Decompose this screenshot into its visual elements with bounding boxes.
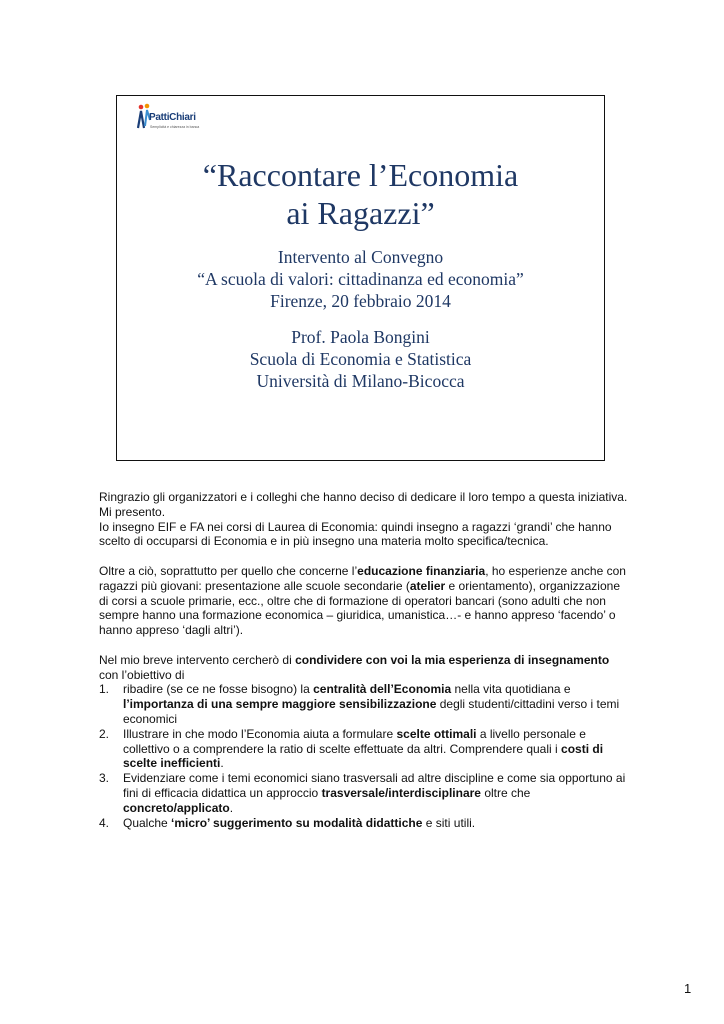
slide-frame (116, 95, 605, 461)
speaker-notes (99, 490, 629, 830)
slide-subtitle (117, 246, 604, 312)
page-number: 1 (684, 981, 692, 996)
notes-paragraph: Nel mio breve intervento cercherò di condividere con voi la mia esperienza di insegnamento con l’obiettivo di (99, 652, 610, 682)
logo-name: PattiChiari (149, 112, 196, 123)
subtitle-line: “A scuola di valori: cittadinanza ed economia” (197, 269, 524, 289)
list-item: 1. ribadire (se ce ne fosse bisogno) la centralità dell’Economia nella vita quotidiana e l’importanza di una sempre maggiore sensibilizzazione degli studenti/cittadini verso i temi economici (99, 682, 620, 726)
pattichiari-logo (135, 102, 215, 132)
slide-title (117, 156, 604, 232)
title-line: ai Ragazzi” (286, 195, 435, 231)
subtitle-line: Firenze, 20 febbraio 2014 (270, 291, 451, 311)
notes-paragraph: Io insegno EIF e FA nei corsi di Laurea di Economia: quindi insegno a ragazzi ‘grandi’ che hanno scelto di occuparsi di Economia e in più insegno una materia molto specifica/tecnica. (99, 519, 612, 549)
notes-paragraph: Ringrazio gli organizzatori e i colleghi che hanno deciso di dedicare il loro tempo a questa iniziativa. (99, 490, 628, 504)
list-item: 2. Illustrare in che modo l’Economia aiuta a formulare scelte ottimali a livello personale e collettivo o a comprendere la ratio di scelte effettuate da altri. Comprendere quali i costi di scelte inefficienti. (99, 726, 604, 771)
list-item: 4. Qualche ‘micro’ suggerimento su modalità didattiche e siti utili. (99, 815, 476, 830)
title-line: “Raccontare l’Economia (202, 157, 519, 193)
author-line: Scuola di Economia e Statistica (249, 349, 472, 369)
notes-paragraph: Oltre a ciò, soprattutto per quello che concerne l’educazione finanziaria, ho esperienze anche con ragazzi più giovani: presentazione alle scuole secondarie (atelier e orientamento), organizzazione di corsi a scuole primarie, ecc., oltre che di formazione di operatori bancari (sono adulti che non sempre hanno una formazione economica – giuridica, umanistica…- e hanno appreso ‘facendo’ o hanno appreso ‘dagli altri’). (99, 563, 626, 638)
author-line: Prof. Paola Bongini (291, 327, 430, 347)
subtitle-line: Intervento al Convegno (277, 247, 444, 267)
objectives-list (99, 682, 629, 830)
slide-author (117, 326, 604, 392)
notes-paragraph: Mi presento. (99, 504, 166, 519)
list-item: 3. Evidenziare come i temi economici siano trasversali ad altre discipline e come sia opportuno ai fini di efficacia didattica un approccio trasversale/interdisciplinare oltre che concreto/applicato. (99, 771, 626, 815)
author-line: Università di Milano-Bicocca (256, 371, 465, 391)
logo-tagline: Semplicità e chiarezza in banca (150, 125, 200, 129)
